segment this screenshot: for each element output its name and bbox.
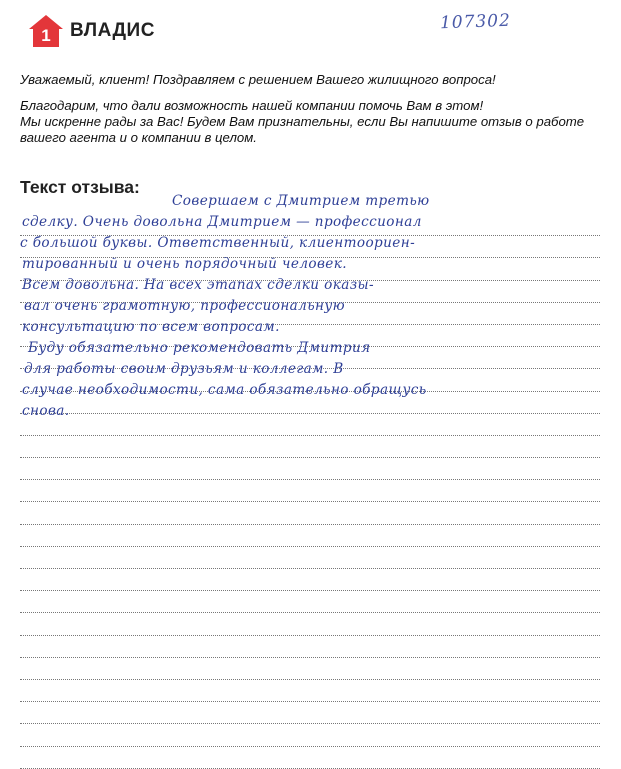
handwritten-line: сделку. Очень довольна Дмитрием — профессионал — [22, 214, 422, 230]
ruled-line — [20, 591, 600, 613]
ruled-line — [20, 702, 600, 724]
document-number: 107302 — [439, 10, 512, 34]
greeting-text: Уважаемый, клиент! Поздравляем с решением Вашего жилищного вопроса! — [20, 72, 496, 87]
ruled-line — [20, 436, 600, 458]
handwritten-line: Совершаем с Дмитрием третью — [172, 193, 430, 209]
ruled-line — [20, 502, 600, 524]
ruled-line — [20, 414, 600, 436]
brand-name: ВЛАДИС — [70, 20, 155, 41]
handwritten-line: с большой буквы. Ответственный, клиентоориен- — [20, 235, 416, 251]
handwritten-line: Буду обязательно рекомендовать Дмитрия — [28, 340, 371, 356]
ruled-line — [20, 658, 600, 680]
ruled-line — [20, 636, 600, 658]
handwritten-line: Всем довольна. На всех этапах сделки оказы- — [22, 277, 374, 293]
logo-digit: 1 — [41, 26, 51, 45]
handwritten-line: для работы своим друзьям и коллегам. В — [24, 361, 344, 377]
thanks-paragraph — [20, 98, 590, 146]
thanks-line: Мы искренне рады за Вас! Будем Вам признательны, если Вы напишите отзыв о работе — [20, 114, 585, 129]
thanks-line: вашего агента и о компании в целом. — [20, 130, 257, 145]
ruled-line — [20, 680, 600, 702]
ruled-line — [20, 458, 600, 480]
ruled-line — [20, 613, 600, 635]
handwritten-line: тированный и очень порядочный человек. — [22, 256, 347, 272]
ruled-line — [20, 525, 600, 547]
handwritten-line: случае необходимости, сама обязательно обращусь — [22, 382, 427, 398]
ruled-line — [20, 569, 600, 591]
thanks-line: Благодарим, что дали возможность нашей компании помочь Вам в этом! — [20, 98, 484, 113]
brand-logo — [28, 14, 155, 48]
review-label: Текст отзыва: — [20, 177, 140, 197]
handwritten-line: снова. — [22, 403, 70, 419]
house-logo-icon — [28, 14, 64, 48]
ruled-line — [20, 480, 600, 502]
ruled-line — [20, 724, 600, 746]
ruled-line — [20, 547, 600, 569]
ruled-line — [20, 747, 600, 769]
handwritten-line: консультацию по всем вопросам. — [22, 319, 280, 335]
handwritten-line: вал очень грамотную, профессиональную — [24, 298, 346, 314]
